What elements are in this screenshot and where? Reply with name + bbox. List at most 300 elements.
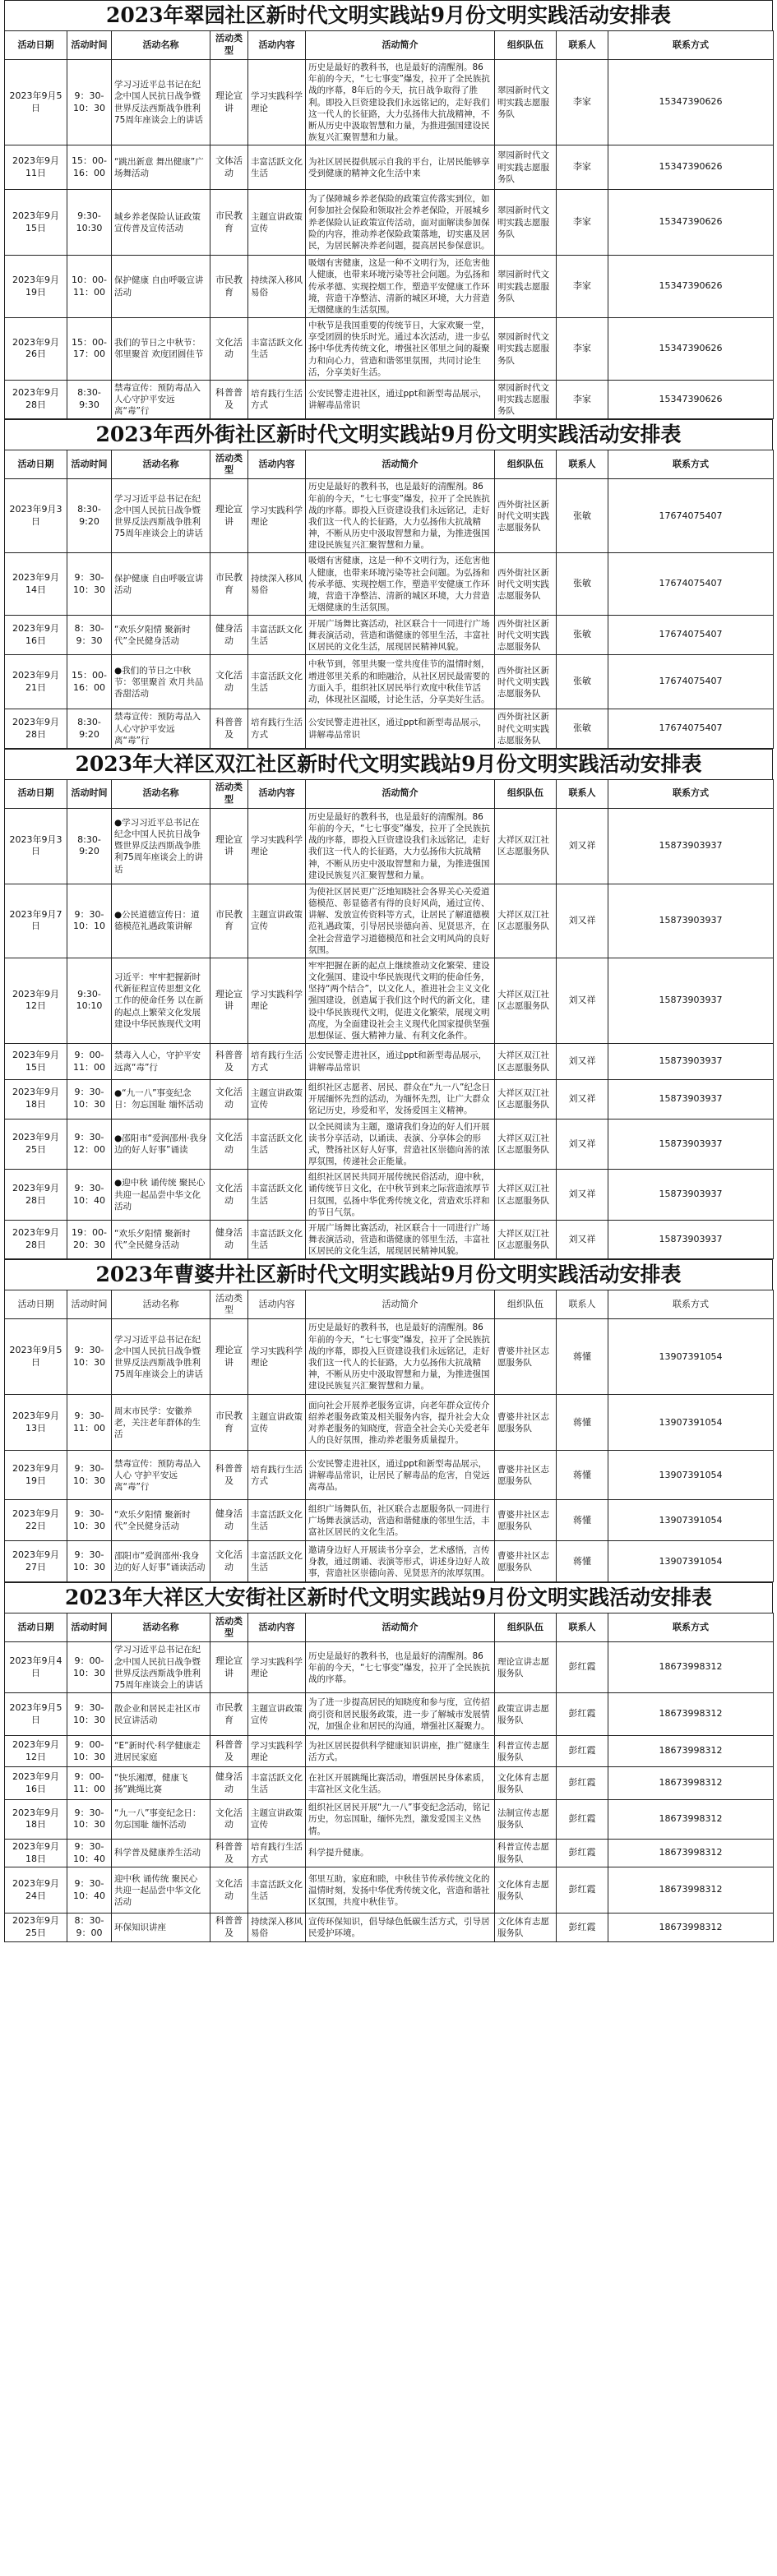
cell-content: 丰富活跃文化生活 [248,1220,306,1259]
cell-intro: 中秋节到，邻里共聚一堂共度佳节的温情时刻，增进邻里关系的和睦融洽，从社区居民最需要的方面入手，组织社区居民举行欢度中秋佳节活动，体现社区温暖，讨论生活，分享美好生活。 [306,655,495,709]
cell-phone: 13907391054 [608,1500,774,1541]
cell-content: 丰富活跃文化生活 [248,1170,306,1221]
cell-date: 2023年9月15日 [5,190,67,256]
cell-contact: 李家 [557,190,608,256]
cell-intro: 开展广场舞比赛活动，社区联合十一同进行广场舞表演活动，营造和谐健康的邻里生活，丰富社区居民的文化生活，展现居民精神风貌。 [306,1220,495,1259]
table-row [5,1693,774,1736]
cell-content: 丰富活跃文化生活 [248,616,306,655]
cell-time: 8：30-9：30 [67,616,112,655]
table-header-row [5,779,774,808]
cell-team: 西外街社区新时代文明实践志愿服务队 [495,655,557,709]
cell-time: 9：30-10：40 [67,1867,112,1914]
cell-type: 科普普及 [210,1451,248,1500]
cell-date: 2023年9月13日 [5,1395,67,1451]
column-header: 活动名称 [112,31,210,60]
cell-contact: 刘又祥 [557,1119,608,1170]
cell-contact: 张敏 [557,616,608,655]
cell-contact: 刘又祥 [557,1220,608,1259]
column-header: 联系人 [557,779,608,808]
table-row [5,1736,774,1767]
column-header: 活动时间 [67,31,112,60]
cell-name: ●邵阳市“爱润邵州·我身边的好人好事”诵读 [112,1119,210,1170]
cell-date: 2023年9月18日 [5,1800,67,1840]
table-row [5,145,774,190]
cell-name: 迎中秋 诵传统 聚民心 共迎一起品尝中华文化活动 [112,1867,210,1914]
cell-date: 2023年9月19日 [5,1451,67,1500]
cell-contact: 蒋懂 [557,1395,608,1451]
cell-time: 9：30-10：30 [67,1500,112,1541]
cell-type: 科普普及 [210,1044,248,1080]
cell-intro: 吸烟有害健康，这是一种不文明行为，还危害他人健康，也带来环境污染等社会问题。为弘扬和传承孝德、实现控烟工作，塑造平安健康工作环境，营造干净整洁、清新的城区环境，大力营造无烟健康的生活氛围。 [306,256,495,318]
cell-team: 曹婆井社区志愿服务队 [495,1451,557,1500]
table-row [5,884,774,958]
table-row [5,1642,774,1693]
cell-intro: 面向社会开展养老服务宣讲，向老年群众宣传介绍养老服务政策及相关服务内容，提升社会大众对养老服务的知晓度，营造全社会关心关爱老年人的良好氛围，推动养老服务质量提升。 [306,1395,495,1451]
table-row [5,709,774,749]
cell-intro: 组织社区居民开展“九一八”事变纪念活动，铭记历史，勿忘国耻，缅怀先烈，激发爱国主义热情。 [306,1800,495,1840]
cell-intro: 历史是最好的教科书，也是最好的清醒剂。86年前的今天，“七七事变”爆发，拉开了全民族抗战的序幕，8年后的今天，抗日战争取得了胜利。即投入巨资建设我们永远铭记的，走好我们这一代人的长征路，大力弘扬伟大抗战精神，不断从历史中汲取智慧和力量，为推进强国建设民族复兴汇聚智慧和力量。 [306,60,495,145]
cell-date: 2023年9月28日 [5,709,67,749]
cell-date: 2023年9月27日 [5,1541,67,1582]
column-header: 活动简介 [306,1613,495,1642]
table-row [5,256,774,318]
table-row [5,1500,774,1541]
cell-type: 文化活动 [210,1080,248,1119]
cell-contact: 李家 [557,318,608,381]
cell-intro: 中秋节是我国重要的传统节日，大家欢聚一堂，享受团圆的快乐时光。通过本次活动，进一步弘扬中华优秀传统文化，增强社区邻里之间的凝聚力和向心力，营造和谐邻里氛围，共同讨论生活，分享美好生活。 [306,318,495,381]
activity-table [4,1290,774,1582]
cell-content: 培育践行生活方式 [248,1451,306,1500]
cell-contact: 张敏 [557,553,608,616]
cell-name: 学习习近平总书记在纪念中国人民抗日战争暨世界反法西斯战争胜利75周年座谈会上的讲话 [112,60,210,145]
cell-type: 科普普及 [210,380,248,419]
cell-team: 西外街社区新时代文明实践志愿服务队 [495,709,557,749]
cell-date: 2023年9月11日 [5,145,67,190]
cell-content: 主题宣讲政策宣传 [248,884,306,958]
column-header: 活动内容 [248,1290,306,1319]
cell-team: 翠园新时代文明实践志愿服务队 [495,145,557,190]
cell-phone: 17674075407 [608,616,774,655]
column-header: 活动类型 [210,1290,248,1319]
cell-date: 2023年9月26日 [5,318,67,381]
cell-intro: 组织广场舞队伍，社区联合志愿服务队一同进行广场舞表演活动，营造和谐健康的邻里生活，丰富社区居民的文化生活。 [306,1500,495,1541]
cell-intro: 邀请身边好人开展读书分享会，艺术感悟，言传身教，通过朗诵、表演等形式，讲述身边好人故事，营造社区崇德向善、见贤思齐的浓厚氛围。 [306,1541,495,1582]
cell-intro: 宣传环保知识，倡导绿色低碳生活方式，引导居民爱护环境。 [306,1914,495,1942]
activity-section [4,1582,773,1942]
cell-type: 市民教育 [210,884,248,958]
cell-phone: 15873903937 [608,1220,774,1259]
cell-intro: 历史是最好的教科书，也是最好的清醒剂。86年前的今天，“七七事变”爆发，拉开了全民族抗战的序幕，即投入巨资建设我们永远铭记，走好我们这一代人的长征路，大力弘扬伟大抗战精神，不断从历史中汲取智慧和力量，为推进强国建设民族复兴汇聚智慧和力量。 [306,1319,495,1395]
cell-time: 9：00-10：30 [67,1736,112,1767]
column-header: 联系方式 [608,1613,774,1642]
section-title: 2023年曹婆井社区新时代文明实践站9月份文明实践活动安排表 [4,1259,773,1290]
table-row [5,553,774,616]
cell-phone: 15347390626 [608,256,774,318]
cell-content: 丰富活跃文化生活 [248,1767,306,1800]
cell-name: “快乐湘潭，健康飞扬”跳绳比赛 [112,1767,210,1800]
cell-date: 2023年9月5日 [5,60,67,145]
cell-date: 2023年9月22日 [5,1500,67,1541]
cell-team: 理论宣讲志愿服务队 [495,1642,557,1693]
cell-date: 2023年9月5日 [5,1693,67,1736]
table-row [5,1319,774,1395]
cell-intro: 公安民警走进社区，通过ppt和新型毒品展示，讲解毒品常识 [306,380,495,419]
cell-name: ●学习习近平总书记在纪念中国人民抗日战争暨世界反法西斯战争胜利75周年座谈会上的讲话 [112,808,210,884]
cell-name: “跳出新意 舞出健康”广场舞活动 [112,145,210,190]
cell-name: 学习习近平总书记在纪念中国人民抗日战争暨世界反法西斯战争胜利75周年座谈会上的讲话 [112,479,210,553]
cell-phone: 15873903937 [608,884,774,958]
cell-phone: 15873903937 [608,1080,774,1119]
column-header: 活动类型 [210,779,248,808]
cell-team: 西外街社区新时代文明实践志愿服务队 [495,553,557,616]
column-header: 活动名称 [112,779,210,808]
cell-time: 15：00-17：00 [67,318,112,381]
cell-date: 2023年9月18日 [5,1839,67,1867]
cell-team: 大祥区双江社区志愿服务队 [495,884,557,958]
cell-content: 主题宣讲政策宣传 [248,1800,306,1840]
cell-date: 2023年9月25日 [5,1914,67,1942]
column-header: 活动内容 [248,450,306,479]
table-row [5,1767,774,1800]
cell-phone: 15873903937 [608,808,774,884]
cell-time: 19：00-20：30 [67,1220,112,1259]
cell-type: 理论宣讲 [210,60,248,145]
cell-contact: 彭红霞 [557,1642,608,1693]
cell-date: 2023年9月25日 [5,1119,67,1170]
cell-content: 培育践行生活方式 [248,1839,306,1867]
cell-phone: 15873903937 [608,1170,774,1221]
cell-intro: 以全民阅读为主题，邀请我们身边的好人们开展读书分享活动，以诵读、表演、分享体会的形式，赞扬社区好人好事，营造社区崇德向善的浓厚氛围，传递社会正能量。 [306,1119,495,1170]
cell-team: 大祥区双江社区志愿服务队 [495,1044,557,1080]
cell-name: 学习习近平总书记在纪念中国人民抗日战争暨世界反法西斯战争胜利75周年座谈会上的讲话 [112,1319,210,1395]
cell-contact: 李家 [557,380,608,419]
cell-intro: 为使社区居民更广泛地知晓社会各界关心关爱道德模范、彰显德者有得的良好风尚，通过宣传、讲解、发放宣传资料等方式，让居民了解道德模范礼遇政策，引导居民崇德向善、见贤思齐，在全社会营造学习道德模范和社会文明风尚的良好氛围。 [306,884,495,958]
section-title: 2023年翠园社区新时代文明实践站9月份文明实践活动安排表 [4,0,773,30]
cell-type: 市民教育 [210,190,248,256]
cell-type: 科普普及 [210,1914,248,1942]
cell-date: 2023年9月18日 [5,1080,67,1119]
cell-team: 文化体育志愿服务队 [495,1914,557,1942]
cell-type: 理论宣讲 [210,958,248,1043]
column-header: 活动内容 [248,779,306,808]
cell-time: 9:30-10:30 [67,190,112,256]
cell-content: 培育践行生活方式 [248,1044,306,1080]
cell-content: 丰富活跃文化生活 [248,1541,306,1582]
table-row [5,808,774,884]
cell-type: 市民教育 [210,553,248,616]
table-header-row [5,450,774,479]
activity-section [4,419,773,748]
cell-phone: 15347390626 [608,380,774,419]
table-row [5,1395,774,1451]
cell-team: 大祥区双江社区志愿服务队 [495,1220,557,1259]
cell-phone: 13907391054 [608,1319,774,1395]
cell-type: 健身活动 [210,1220,248,1259]
cell-team: 大祥区双江社区志愿服务队 [495,1119,557,1170]
cell-type: 理论宣讲 [210,808,248,884]
column-header: 活动日期 [5,450,67,479]
cell-team: 曹婆井社区志愿服务队 [495,1395,557,1451]
cell-contact: 彭红霞 [557,1867,608,1914]
column-header: 活动内容 [248,1613,306,1642]
cell-team: 西外街社区新时代文明实践志愿服务队 [495,479,557,553]
cell-name: “欢乐夕阳情 聚新时代”全民健身活动 [112,1220,210,1259]
table-row [5,1541,774,1582]
cell-contact: 李家 [557,145,608,190]
cell-time: 9：30-10：40 [67,1839,112,1867]
table-row [5,1220,774,1259]
column-header: 联系方式 [608,779,774,808]
column-header: 活动日期 [5,1290,67,1319]
cell-contact: 张敏 [557,655,608,709]
column-header: 活动类型 [210,31,248,60]
column-header: 联系方式 [608,1290,774,1319]
cell-type: 健身活动 [210,1767,248,1800]
cell-name: 散企业和居民走社区市民宣讲活动 [112,1693,210,1736]
column-header: 组织队伍 [495,31,557,60]
cell-content: 持续深入移风易俗 [248,1914,306,1942]
cell-type: 文化活动 [210,1170,248,1221]
section-title: 2023年大祥区双江社区新时代文明实践站9月份文明实践活动安排表 [4,749,773,779]
cell-phone: 15347390626 [608,145,774,190]
cell-content: 学习实践科学理论 [248,808,306,884]
column-header: 联系人 [557,31,608,60]
cell-date: 2023年9月21日 [5,655,67,709]
column-header: 活动日期 [5,779,67,808]
column-header: 活动简介 [306,450,495,479]
cell-team: 曹婆井社区志愿服务队 [495,1541,557,1582]
column-header: 活动时间 [67,1290,112,1319]
cell-time: 9：30-10：30 [67,1800,112,1840]
cell-time: 9：00-10：30 [67,1642,112,1693]
table-header-row [5,1613,774,1642]
cell-time: 9：30-12：00 [67,1119,112,1170]
table-row [5,1080,774,1119]
cell-intro: 组织社区居民共同开展传统民俗活动，迎中秋，诵传统节日文化，在中秋节到来之际营造浓厚节日氛围，弘扬中华优秀传统文化，营造欢乐祥和的节日气氛。 [306,1170,495,1221]
section-title: 2023年西外街社区新时代文明实践站9月份文明实践活动安排表 [4,419,773,450]
cell-content: 丰富活跃文化生活 [248,1119,306,1170]
cell-name: 邵阳市“爱润邵州·我身边的好人好事”诵读活动 [112,1541,210,1582]
cell-intro: 历史是最好的教科书，也是最好的清醒剂。86年前的今天，“七七事变”爆发，拉开了全民族抗战的序幕。即投入巨资建设我们永远铭记，走好我们这一代人的长征路，大力弘扬伟大抗战精神，不断从历史中汲取智慧和力量，为推进强国建设民族复兴汇聚智慧和力量。 [306,479,495,553]
cell-content: 丰富活跃文化生活 [248,1500,306,1541]
cell-contact: 张敏 [557,479,608,553]
cell-phone: 18673998312 [608,1642,774,1693]
cell-team: 翠园新时代文明实践志愿服务队 [495,318,557,381]
cell-type: 市民教育 [210,1395,248,1451]
cell-date: 2023年9月28日 [5,380,67,419]
table-row [5,655,774,709]
cell-phone: 13907391054 [608,1541,774,1582]
cell-phone: 17674075407 [608,553,774,616]
document-page [4,0,773,1942]
cell-type: 文化活动 [210,1867,248,1914]
cell-team: 大祥区双江社区志愿服务队 [495,1080,557,1119]
cell-date: 2023年9月28日 [5,1170,67,1221]
cell-content: 学习实践科学理论 [248,958,306,1043]
cell-intro: 在社区开展跳绳比赛活动，增强居民身体素质，丰富社区文化生活。 [306,1767,495,1800]
cell-time: 9:30-10:10 [67,958,112,1043]
column-header: 联系方式 [608,31,774,60]
column-header: 联系人 [557,1613,608,1642]
cell-content: 主题宣讲政策宣传 [248,1395,306,1451]
cell-name: “九一八”事变纪念日：勿忘国耻 缅怀活动 [112,1800,210,1840]
cell-content: 持续深入移风易俗 [248,553,306,616]
cell-time: 9：00-11：00 [67,1767,112,1800]
table-row [5,380,774,419]
cell-phone: 18673998312 [608,1800,774,1840]
cell-date: 2023年9月14日 [5,553,67,616]
column-header: 活动日期 [5,31,67,60]
cell-time: 9：30-10：30 [67,1080,112,1119]
cell-team: 大祥区双江社区志愿服务队 [495,808,557,884]
cell-team: 翠园新时代文明实践志愿服务队 [495,380,557,419]
cell-intro: 为了保障城乡养老保险的政策宣传落实到位，如何参加社会保险和领取社会养老保险，开展城乡养老保险认证政策宣传活动，面对面解读参加保险的内容，推动养老保险政策落地，切实惠及居民，为居民解决养老问题，提高居民参保意识。 [306,190,495,256]
activity-table [4,1613,774,1942]
cell-contact: 刘又祥 [557,808,608,884]
column-header: 活动类型 [210,1613,248,1642]
cell-phone: 18673998312 [608,1867,774,1914]
activity-section [4,749,773,1260]
cell-phone: 18673998312 [608,1914,774,1942]
cell-name: 我们的节日之中秋节：邻里聚首 欢度团圆佳节 [112,318,210,381]
cell-date: 2023年9月4日 [5,1642,67,1693]
column-header: 组织队伍 [495,1613,557,1642]
cell-date: 2023年9月16日 [5,1767,67,1800]
cell-intro: 开展广场舞比赛活动，社区联合十一同进行广场舞表演活动，营造和谐健康的邻里生活，丰富社区居民的文化生活，展现居民精神风貌。 [306,616,495,655]
cell-type: 科普普及 [210,1839,248,1867]
cell-date: 2023年9月19日 [5,256,67,318]
cell-contact: 彭红霞 [557,1914,608,1942]
table-row [5,479,774,553]
cell-team: 西外街社区新时代文明实践志愿服务队 [495,616,557,655]
column-header: 活动时间 [67,1613,112,1642]
cell-phone: 18673998312 [608,1693,774,1736]
column-header: 组织队伍 [495,450,557,479]
cell-intro: 公安民警走进社区，通过ppt和新型毒品展示，讲解毒品常识 [306,709,495,749]
cell-content: 主题宣讲政策宣传 [248,1693,306,1736]
cell-name: “欢乐夕阳情 聚新时代”全民健身活动 [112,1500,210,1541]
column-header: 活动时间 [67,779,112,808]
table-row [5,1170,774,1221]
cell-name: “欢乐夕阳情 聚新时代”全民健身活动 [112,616,210,655]
cell-type: 理论宣讲 [210,1319,248,1395]
activity-section [4,0,773,419]
column-header: 联系人 [557,1290,608,1319]
cell-name: ●迎中秋 诵传统 聚民心 共迎一起品尝中华文化活动 [112,1170,210,1221]
column-header: 组织队伍 [495,1290,557,1319]
cell-contact: 李家 [557,256,608,318]
cell-contact: 刘又祥 [557,1170,608,1221]
cell-phone: 15347390626 [608,318,774,381]
cell-name: 习近平：牢牢把握新时代新征程宣传思想文化工作的使命任务 以在新的起点上繁荣文化发展建设中华民族现代文明 [112,958,210,1043]
cell-date: 2023年9月24日 [5,1867,67,1914]
cell-content: 持续深入移风易俗 [248,256,306,318]
column-header: 联系方式 [608,450,774,479]
cell-intro: 公安民警走进社区，通过ppt和新型毒品展示，讲解毒品常识 [306,1044,495,1080]
cell-content: 学习实践科学理论 [248,60,306,145]
column-header: 活动简介 [306,779,495,808]
cell-name: 保护健康 自由呼吸宣讲活动 [112,256,210,318]
column-header: 活动简介 [306,31,495,60]
cell-time: 9：30-10：30 [67,1319,112,1395]
column-header: 活动日期 [5,1613,67,1642]
table-row [5,958,774,1043]
cell-intro: 为了进一步提高居民的知晓度和参与度，宣传招商引资和居民服务政策，进一步了解城市发展情况，加强企业和居民的沟通，增强社区凝聚力。 [306,1693,495,1736]
cell-time: 15：00-16：00 [67,655,112,709]
cell-type: 文化活动 [210,1119,248,1170]
cell-type: 市民教育 [210,256,248,318]
cell-intro: 为社区居民提供展示自我的平台，让居民能够享受到健康的精神文化生活中来 [306,145,495,190]
cell-time: 9：30-10：10 [67,884,112,958]
cell-date: 2023年9月5日 [5,1319,67,1395]
table-row [5,1914,774,1942]
table-row [5,60,774,145]
cell-type: 理论宣讲 [210,479,248,553]
cell-phone: 15873903937 [608,1044,774,1080]
table-row [5,1451,774,1500]
activity-section [4,1259,773,1582]
cell-time: 8:30-9:20 [67,709,112,749]
cell-date: 2023年9月15日 [5,1044,67,1080]
cell-contact: 彭红霞 [557,1800,608,1840]
cell-time: 8:30-9:20 [67,808,112,884]
cell-content: 主题宣讲政策宣传 [248,1080,306,1119]
cell-time: 9：30-10：30 [67,1541,112,1582]
cell-time: 9：30-10：30 [67,60,112,145]
column-header: 活动名称 [112,450,210,479]
cell-content: 学习实践科学理论 [248,1642,306,1693]
column-header: 组织队伍 [495,779,557,808]
cell-content: 学习实践科学理论 [248,1319,306,1395]
cell-name: 禁毒宣传：预防毒品入人心守护平安远离“毒”行 [112,709,210,749]
cell-type: 科普普及 [210,1736,248,1767]
cell-name: 禁毒宣传：预防毒品入人心 守护平安远离“毒”行 [112,1451,210,1500]
cell-phone: 15873903937 [608,1119,774,1170]
cell-phone: 15873903937 [608,958,774,1043]
cell-contact: 刘又祥 [557,1080,608,1119]
cell-content: 学习实践科学理论 [248,1736,306,1767]
cell-name: 周末市民学：安徽养老，关注老年群体的生活 [112,1395,210,1451]
cell-phone: 18673998312 [608,1839,774,1867]
cell-name: 禁毒宣传：预防毒品入人心守护平安远离“毒”行 [112,380,210,419]
cell-name: 保护健康 自由呼吸宣讲活动 [112,553,210,616]
cell-team: 科普宣传志愿服务队 [495,1736,557,1767]
column-header: 活动名称 [112,1613,210,1642]
cell-type: 市民教育 [210,1693,248,1736]
cell-name: 城乡养老保险认证政策宣传普及宣传活动 [112,190,210,256]
column-header: 活动类型 [210,450,248,479]
cell-intro: 牢牢把握在新的起点上继续推动文化繁荣、建设文化强国、建设中华民族现代文明的使命任务，坚持“两个结合”，以文化人，推进社会主义文化强国建设，创造属于我们这个时代的新文化，建设中华民族现代文明，促进文化繁荣，展现文明高度，为全面建设社会主义现代化国家提供坚强思想保证、强大精神力量、有利文化条件。 [306,958,495,1043]
table-row [5,1867,774,1914]
cell-phone: 13907391054 [608,1395,774,1451]
cell-content: 学习实践科学理论 [248,479,306,553]
cell-intro: 邻里互助，家庭和睦，中秋佳节传承传统文化的温情时刻，发扬中华优秀传统文化，营造和谐社区氛围，共度中秋佳节。 [306,1867,495,1914]
column-header: 活动内容 [248,31,306,60]
table-header-row [5,31,774,60]
cell-team: 翠园新时代文明实践志愿服务队 [495,190,557,256]
cell-date: 2023年9月28日 [5,1220,67,1259]
cell-phone: 18673998312 [608,1767,774,1800]
cell-content: 丰富活跃文化生活 [248,318,306,381]
cell-time: 15：00-16：00 [67,145,112,190]
cell-date: 2023年9月16日 [5,616,67,655]
cell-name: ●我们的节日之中秋节：邻里聚首 欢月共品香甜活动 [112,655,210,709]
cell-contact: 蒋懂 [557,1319,608,1395]
table-row [5,318,774,381]
cell-team: 曹婆井社区志愿服务队 [495,1500,557,1541]
cell-intro: 组织社区志愿者、居民、群众在“九一八”纪念日开展缅怀先烈的活动，为缅怀先烈，让广大群众铭记历史，珍爱和平，发扬爱国主义精神。 [306,1080,495,1119]
cell-name: ●“九一八”事变纪念日：勿忘国耻 缅怀活动 [112,1080,210,1119]
